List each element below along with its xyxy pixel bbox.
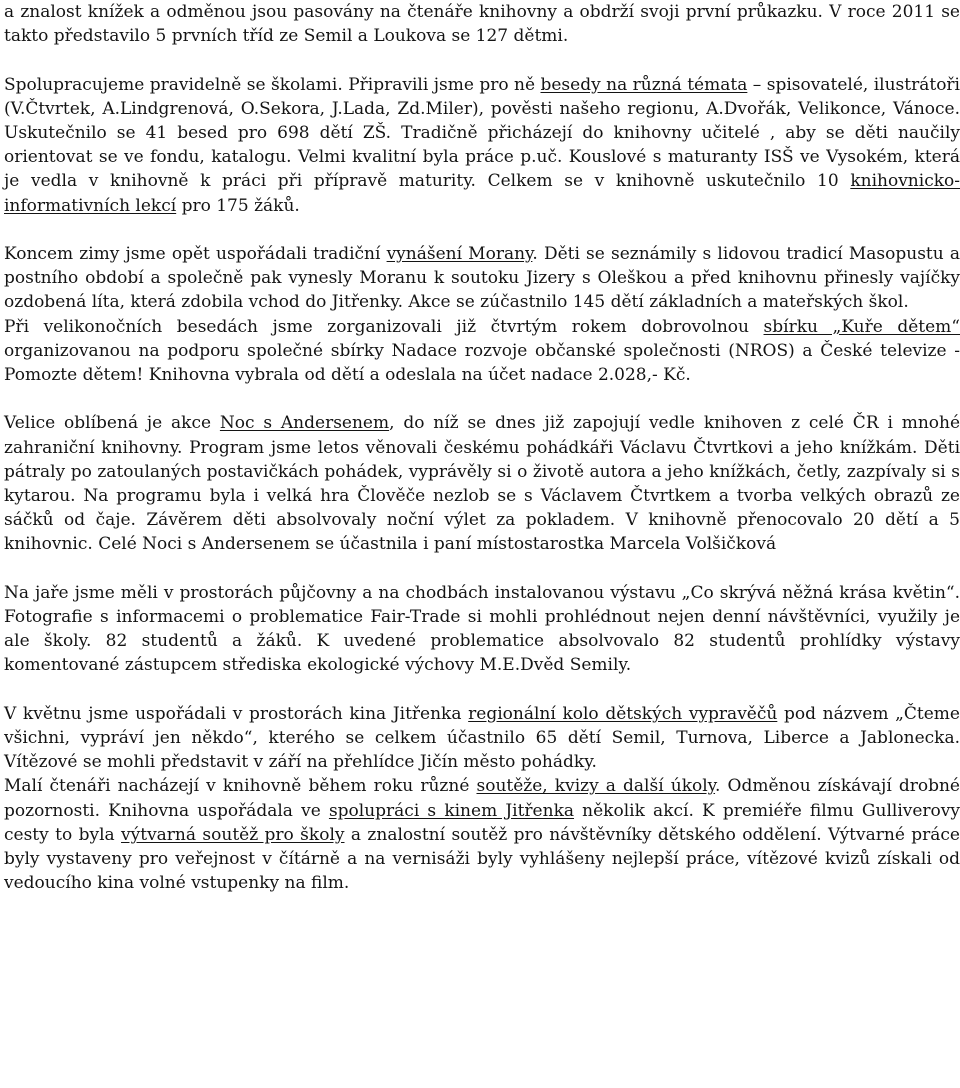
text-run: pro 175 žáků. [176,195,300,216]
text-run: . Odměnou získávají drobné pozornosti. Knihovna uspořádala ve [4,776,960,821]
paragraph-gap [4,218,960,242]
text-run: . Děti se seznámily s lidovou tradicí Masopustu a postního období a společně pak vynesly Moranu k soutoku Jizery s Oleškou a před knihovnu přinesly vajíčky ozdobená líta, která zdobila vchod do Jitřenky. Akce se zúčastnilo 145 dětí základních a mateřských škol. [4,244,960,313]
paragraph-gap [4,387,960,411]
text-run: , do níž se dnes již zapojují vedle knihoven z celé ČR i mnohé zahraniční knihovny. Program jsme letos věnovali českému pohádkáři Václavu Čtvrtkovi a jeho knížkám. Děti pátraly po zatoulaných postavičkách pohádek, vyprávěly si o životě autora a jeho knížkách, četly, zazpívaly si s kytarou. Na programu byla i velká hra Člověče nezlob se s Václavem Čtvrtkem a tvorba velkých obrazů ze sáčků od čaje. Závěrem děti absolvovaly noční výlet za pokladem. V knihovně přenocovalo 20 dětí a 5 knihovnic. Celé Noci s Andersenem se účastnila i paní místostarostka Marcela Volšičková [4,413,960,555]
text-run: Na jaře jsme měli v prostorách půjčovny a na chodbách instalovanou výstavu „Co skrývá něžná krása květin“. Fotografie s informacemi o problematice Fair-Trade si mohli prohlédnout nejen denní návštěvníci, využily je ale školy. 82 studentů a žáků. K uvedené problematice absolvovalo 82 studentů prohlídky výstavy komentované zástupcem střediska ekologické výchovy M.E.Dvěd Semily. [4,582,960,676]
underlined-link-kino: spolupráci s kinem Jitřenka [328,800,575,821]
text-run: Koncem zimy jsme opět uspořádali tradiční [4,244,387,264]
text-run: a znalostní soutěž pro návštěvníky dětského oddělení. Výtvarné práce byly vystaveny pro veřejnost v čítárně a na vernisáži byly vyhlášeny nejlepší práce, vítězové kvizů získali od vedoucího kina volné vstupenky na film. [4,824,960,894]
paragraph-competitions [4,774,960,895]
text-run: – spisovatelé, ilustrátoři (V.Čtvrtek, A.Lindgrenová, O.Sekora, J.Lada, Zd.Miler), pověsti našeho regionu, A.Dvořák, Velikonce, Vánoce. Uskutečnilo se 41 besed pro 698 dětí ZŠ. Tradičně přicházejí do knihovny učitelé , aby se děti naučily orientovat se ve fondu, katalogu. Velmi kvalitní byla práce p.uč. Kouslové s maturanty ISŠ ve Vysokém, která je vedla v knihovně k práci při přípravě maturity. Celkem se v knihovně uskutečnilo 10 [4,74,960,192]
underlined-link-noc-s-andersenem: Noc s Andersenem [219,413,390,434]
underlined-link-kure-detem: sbírku „Kuře dětem“ [763,316,960,337]
paragraph-exhibition [4,581,960,678]
paragraph-storytellers [4,702,960,775]
paragraph-school-passing [4,0,960,48]
text-run: Malí čtenáři nacházejí v knihovně během roku různé [4,776,477,797]
underlined-link-souteze: soutěže, kvizy a další úkoly [476,776,716,797]
underlined-link-besedy: besedy na různá témata [540,74,748,95]
text-run: Při velikonočních besedách jsme zorganizovali již čtvrtým rokem dobrovolnou [4,316,764,337]
text-run: několik akcí. K premiéře filmu Gulliverovy cesty to byla [4,800,960,845]
paragraph-easter-collection [4,315,960,388]
underlined-link-morana: vynášení Morany [386,244,533,264]
text-run: organizovanou na podporu společné sbírky Nadace rozvoje občanské společnosti (NROS) a České televize - Pomozte dětem! Knihovna vybrala od dětí a odeslala na účet nadace 2.028,- Kč. [4,340,960,386]
text-run: a znalost knížek a odměnou jsou pasovány na čtenáře knihovny a obdrží svoji první průkazku. V roce 2011 se takto představilo 5 prvních tříd ze Semil a Loukova se 127 dětmi. [4,2,960,47]
text-run: V květnu jsme uspořádali v prostorách kina Jitřenka [4,703,469,724]
paragraph-morana [4,242,960,315]
underlined-link-vypravecu: regionální kolo dětských vypravěčů [468,703,778,724]
paragraph-schools-cooperation [4,73,960,218]
paragraph-andersen-night [4,411,960,556]
text-run: pod názvem „Čteme všichni, vypráví jen někdo“, kterého se celkem účastnilo 65 dětí Semil, Turnova, Liberce a Jablonecka. Vítězové se mohli představit v září na přehlídce Jičín město pohádky. [4,703,960,773]
paragraph-gap [4,557,960,581]
underlined-link-vytvarna-soutez: výtvarná soutěž pro školy [121,824,345,845]
paragraph-gap [4,678,960,702]
paragraph-gap [4,48,960,72]
text-run: Spolupracujeme pravidelně se školami. Připravili jsme pro ně [4,74,541,95]
text-run: Velice oblíbená je akce [4,413,220,434]
underlined-link-lekce: knihovnicko-informativních lekcí [4,171,960,216]
